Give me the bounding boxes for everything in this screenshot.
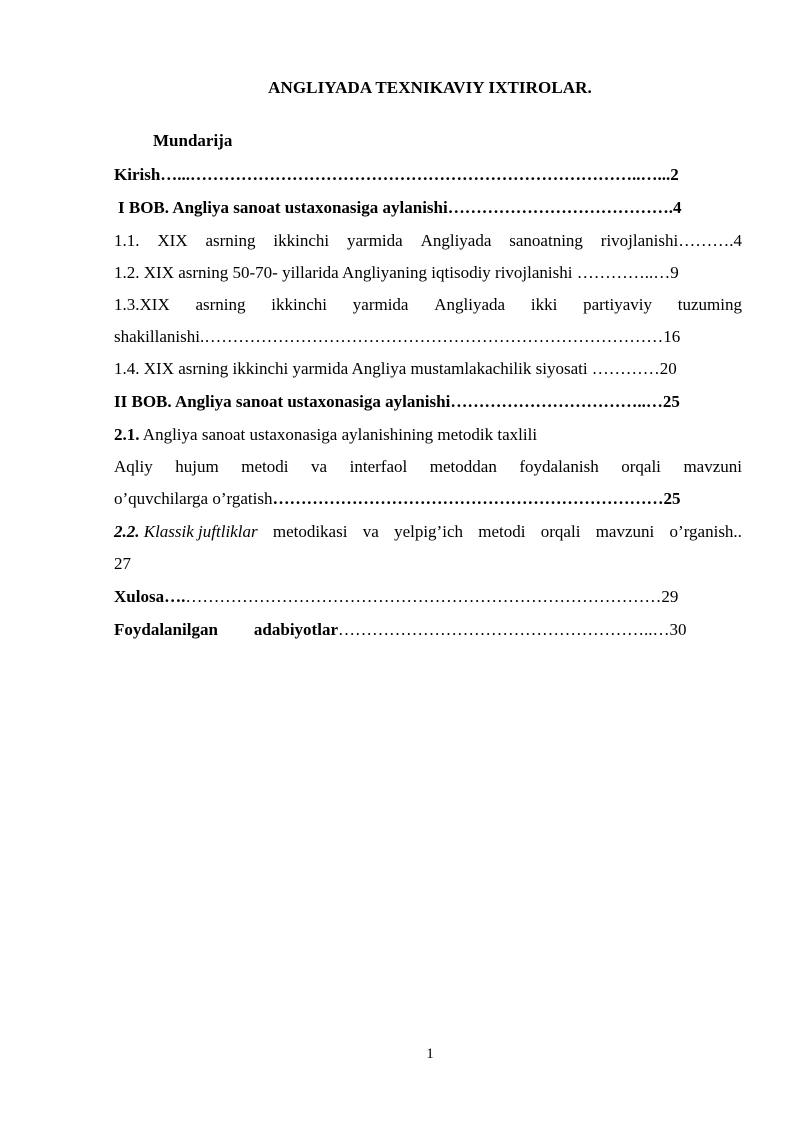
toc-entry-2-2-page: 27 (114, 554, 131, 573)
toc-entry-xulosa (114, 586, 742, 608)
toc-word: hujum (175, 457, 219, 476)
toc-entry-2-2-number: 2.2. (114, 522, 140, 541)
toc-word: metoddan (429, 457, 497, 476)
toc-entry-2-1-sub-line2 (114, 488, 742, 510)
toc-word: Angliyada (434, 295, 506, 314)
toc-entry-kirish: Kirish…...……………………………………………………………………..…...2 (114, 165, 679, 184)
toc-word: yarmida (346, 231, 403, 250)
toc-word: asrning (195, 295, 246, 314)
toc-entry-2-2-lead (114, 521, 258, 543)
toc-entry-2-1-sub-dots: ……………………………………………………………25 (272, 489, 681, 508)
toc-word: metodi (241, 457, 289, 476)
toc-entry-2-1 (114, 424, 742, 446)
toc-entry-1-3-line2: shakillanishi.………………………………………………………………………16 (114, 327, 681, 346)
toc-word: metodikasi (272, 522, 348, 541)
toc-word: 1.1. (114, 231, 140, 250)
toc-word: metodi (478, 522, 526, 541)
toc-word: rivojlanishi……….4 (600, 231, 742, 250)
document-title: ANGLIYADA TEXNIKAVIY IXTIROLAR. (268, 78, 592, 97)
toc-word: mavzuni (683, 457, 742, 476)
toc-entry-2-1-text: Angliya sanoat ustaxonasiga aylanishining metodik taxlili (139, 425, 538, 444)
toc-entry-1-1 (114, 230, 742, 252)
toc-word: va (362, 522, 379, 541)
toc-word: ikkinchi (271, 295, 328, 314)
page-number: 1 (426, 1046, 434, 1062)
toc-word: ikkinchi (273, 231, 330, 250)
toc-word: partiyaviy (583, 295, 652, 314)
toc-entry-2-2-italic: Klassik juftliklar (143, 522, 258, 541)
toc-word: ikki (530, 295, 558, 314)
toc-entry-xulosa-label: Xulosa…. (114, 587, 186, 606)
toc-word: orqali (621, 457, 661, 476)
toc-word: Angliyada (420, 231, 492, 250)
toc-word: Aqliy (114, 457, 153, 476)
toc-word: mavzuni (595, 522, 655, 541)
toc-entry-1-3-line1 (114, 294, 742, 316)
toc-word: orqali (540, 522, 581, 541)
toc-entry-2-1-sub-text: o’quvchilarga o’rgatish (114, 489, 273, 508)
toc-word: yarmida (352, 295, 409, 314)
toc-word: va (311, 457, 328, 476)
toc-word: interfaol (349, 457, 408, 476)
toc-word: o’rganish.. (669, 522, 742, 541)
contents-heading: Mundarija (153, 131, 233, 150)
toc-word: asrning (205, 231, 256, 250)
toc-word: 1.3.XIX (114, 295, 170, 314)
toc-entry-adab-dots: ………………………………………………..…30 (337, 620, 687, 639)
toc-word: yelpig’ich (394, 522, 463, 541)
toc-entry-adabiyotlar (114, 619, 742, 641)
toc-entry-bob2: II BOB. Angliya sanoat ustaxonasiga aylanishi……………………………..…25 (114, 392, 680, 411)
toc-entry-1-4: 1.4. XIX asrning ikkinchi yarmida Angliya mustamlakachilik siyosati …………20 (114, 359, 677, 378)
toc-entry-1-2: 1.2. XIX asrning 50-70- yillarida Angliyaning iqtisodiy rivojlanishi …………..…9 (114, 263, 679, 282)
toc-entry-bob1: I BOB. Angliya sanoat ustaxonasiga aylanishi………………………………….4 (118, 198, 682, 217)
toc-word: XIX (157, 231, 188, 250)
toc-entry-adab-label2: adabiyotlar (253, 620, 338, 639)
toc-word: sanoatning (509, 231, 583, 250)
toc-entry-2-1-sub-line1 (114, 456, 742, 478)
toc-entry-2-2-line1 (114, 521, 742, 543)
toc-entry-2-1-number: 2.1. (114, 425, 140, 444)
toc-entry-xulosa-dots: …………………………………………………………………………29 (185, 587, 679, 606)
toc-entry-adab-label: Foydalanilgan (114, 620, 218, 639)
toc-word: foydalanish (519, 457, 599, 476)
toc-word: tuzuming (677, 295, 742, 314)
